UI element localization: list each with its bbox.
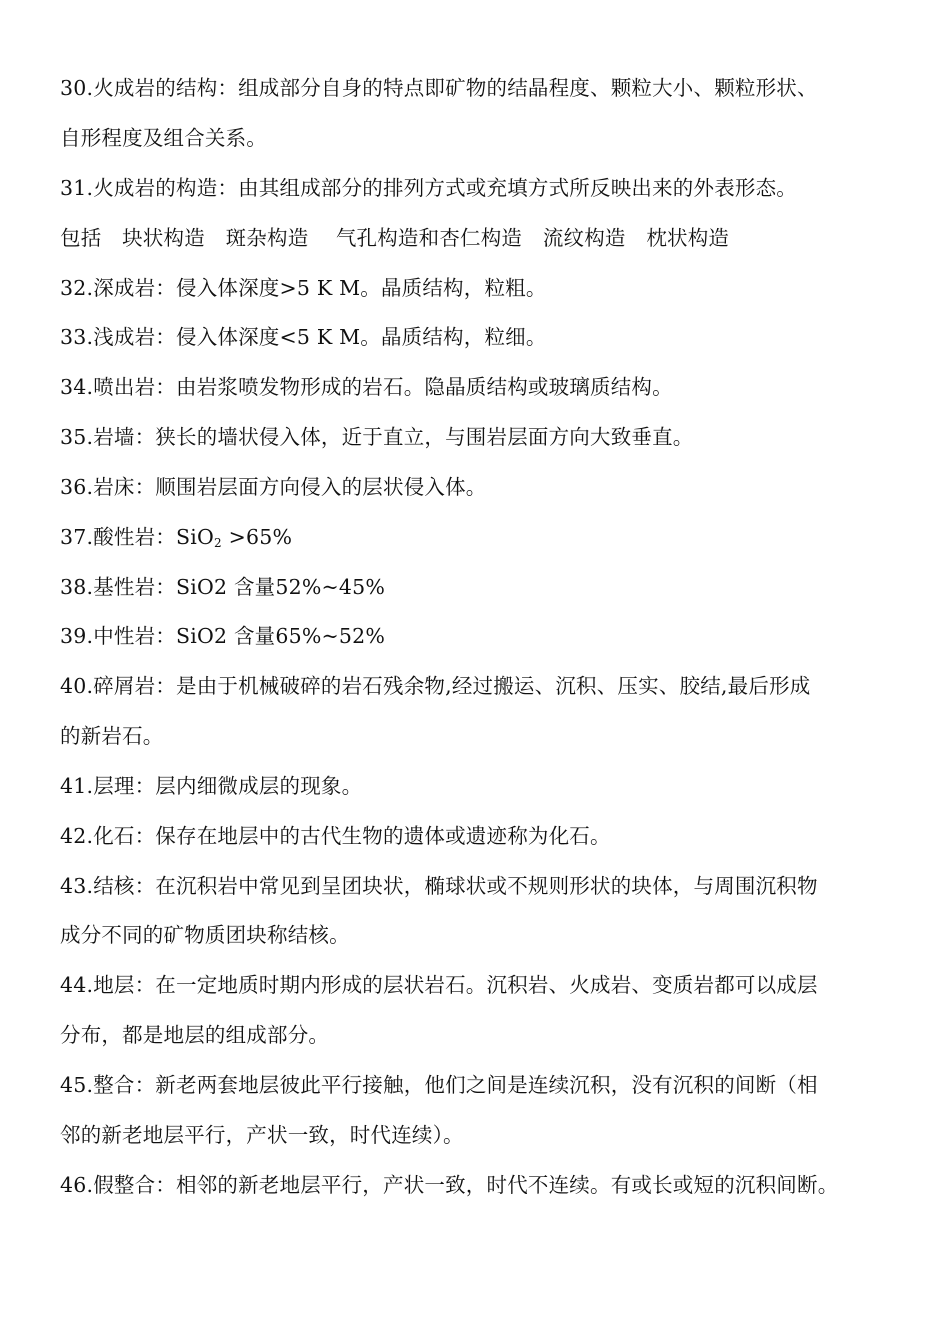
text-line-46: 46.假整合：相邻的新老地层平行，产状一致，时代不连续。有或长或短的沉积间断。 [60, 1173, 839, 1197]
text-line-40-part1: 40.碎屑岩：是由于机械破碎的岩石残余物,经过搬运、沉积、压实、胶结,最后形成 [60, 674, 811, 698]
text-line-43-part1: 43.结核：在沉积岩中常见到呈团块状，椭球状或不规则形状的块体，与周围沉积物 [60, 874, 818, 898]
text-line-45-part1: 45.整合：新老两套地层彼此平行接触，他们之间是连续沉积，没有沉积的间断（相 [60, 1073, 818, 1097]
text-line-39: 39.中性岩：SiO2 含量65%~52% [60, 624, 386, 648]
text-line-32: 32.深成岩：侵入体深度>5 K M。晶质结构，粒粗。 [60, 276, 547, 300]
text-line-42: 42.化石：保存在地层中的古代生物的遗体或遗迹称为化石。 [60, 824, 611, 848]
text-line-33: 33.浅成岩：侵入体深度<5 K M。晶质结构，粒细。 [60, 325, 547, 349]
text-line-30-part2: 自形程度及组合关系。 [60, 126, 267, 150]
text-line-38: 38.基性岩：SiO2 含量52%~45% [60, 575, 386, 599]
text-line-40-part2: 的新岩石。 [60, 724, 164, 748]
text-line-35: 35.岩墙：狭长的墙状侵入体，近于直立，与围岩层面方向大致垂直。 [60, 425, 694, 449]
text-line-43-part2: 成分不同的矿物质团块称结核。 [60, 923, 350, 947]
text-line-37-tail: >65% [221, 525, 293, 549]
text-line-37-head: 37.酸性岩：SiO [60, 525, 215, 549]
text-line-36: 36.岩床：顺围岩层面方向侵入的层状侵入体。 [60, 475, 487, 499]
text-line-30-part1: 30.火成岩的结构：组成部分自身的特点即矿物的结晶程度、颗粒大小、颗粒形状、 [60, 76, 818, 100]
text-line-44-part2: 分布，都是地层的组成部分。 [60, 1023, 330, 1047]
text-line-44-part1: 44.地层：在一定地质时期内形成的层状岩石。沉积岩、火成岩、变质岩都可以成层 [60, 973, 818, 997]
text-line-45-part2: 邻的新老地层平行，产状一致，时代连续）。 [60, 1123, 464, 1147]
text-line-37 [60, 524, 292, 556]
text-line-31: 31.火成岩的构造：由其组成部分的排列方式或充填方式所反映出来的外表形态。 [60, 176, 797, 200]
text-line-34: 34.喷出岩：由岩浆喷发物形成的岩石。隐晶质结构或玻璃质结构。 [60, 375, 673, 399]
text-line-31-list: 包括 块状构造 斑杂构造 气孔构造和杏仁构造 流纹构造 枕状构造 [60, 226, 730, 250]
subscript-2: 2 [214, 536, 222, 550]
text-line-41: 41.层理：层内细微成层的现象。 [60, 774, 363, 798]
